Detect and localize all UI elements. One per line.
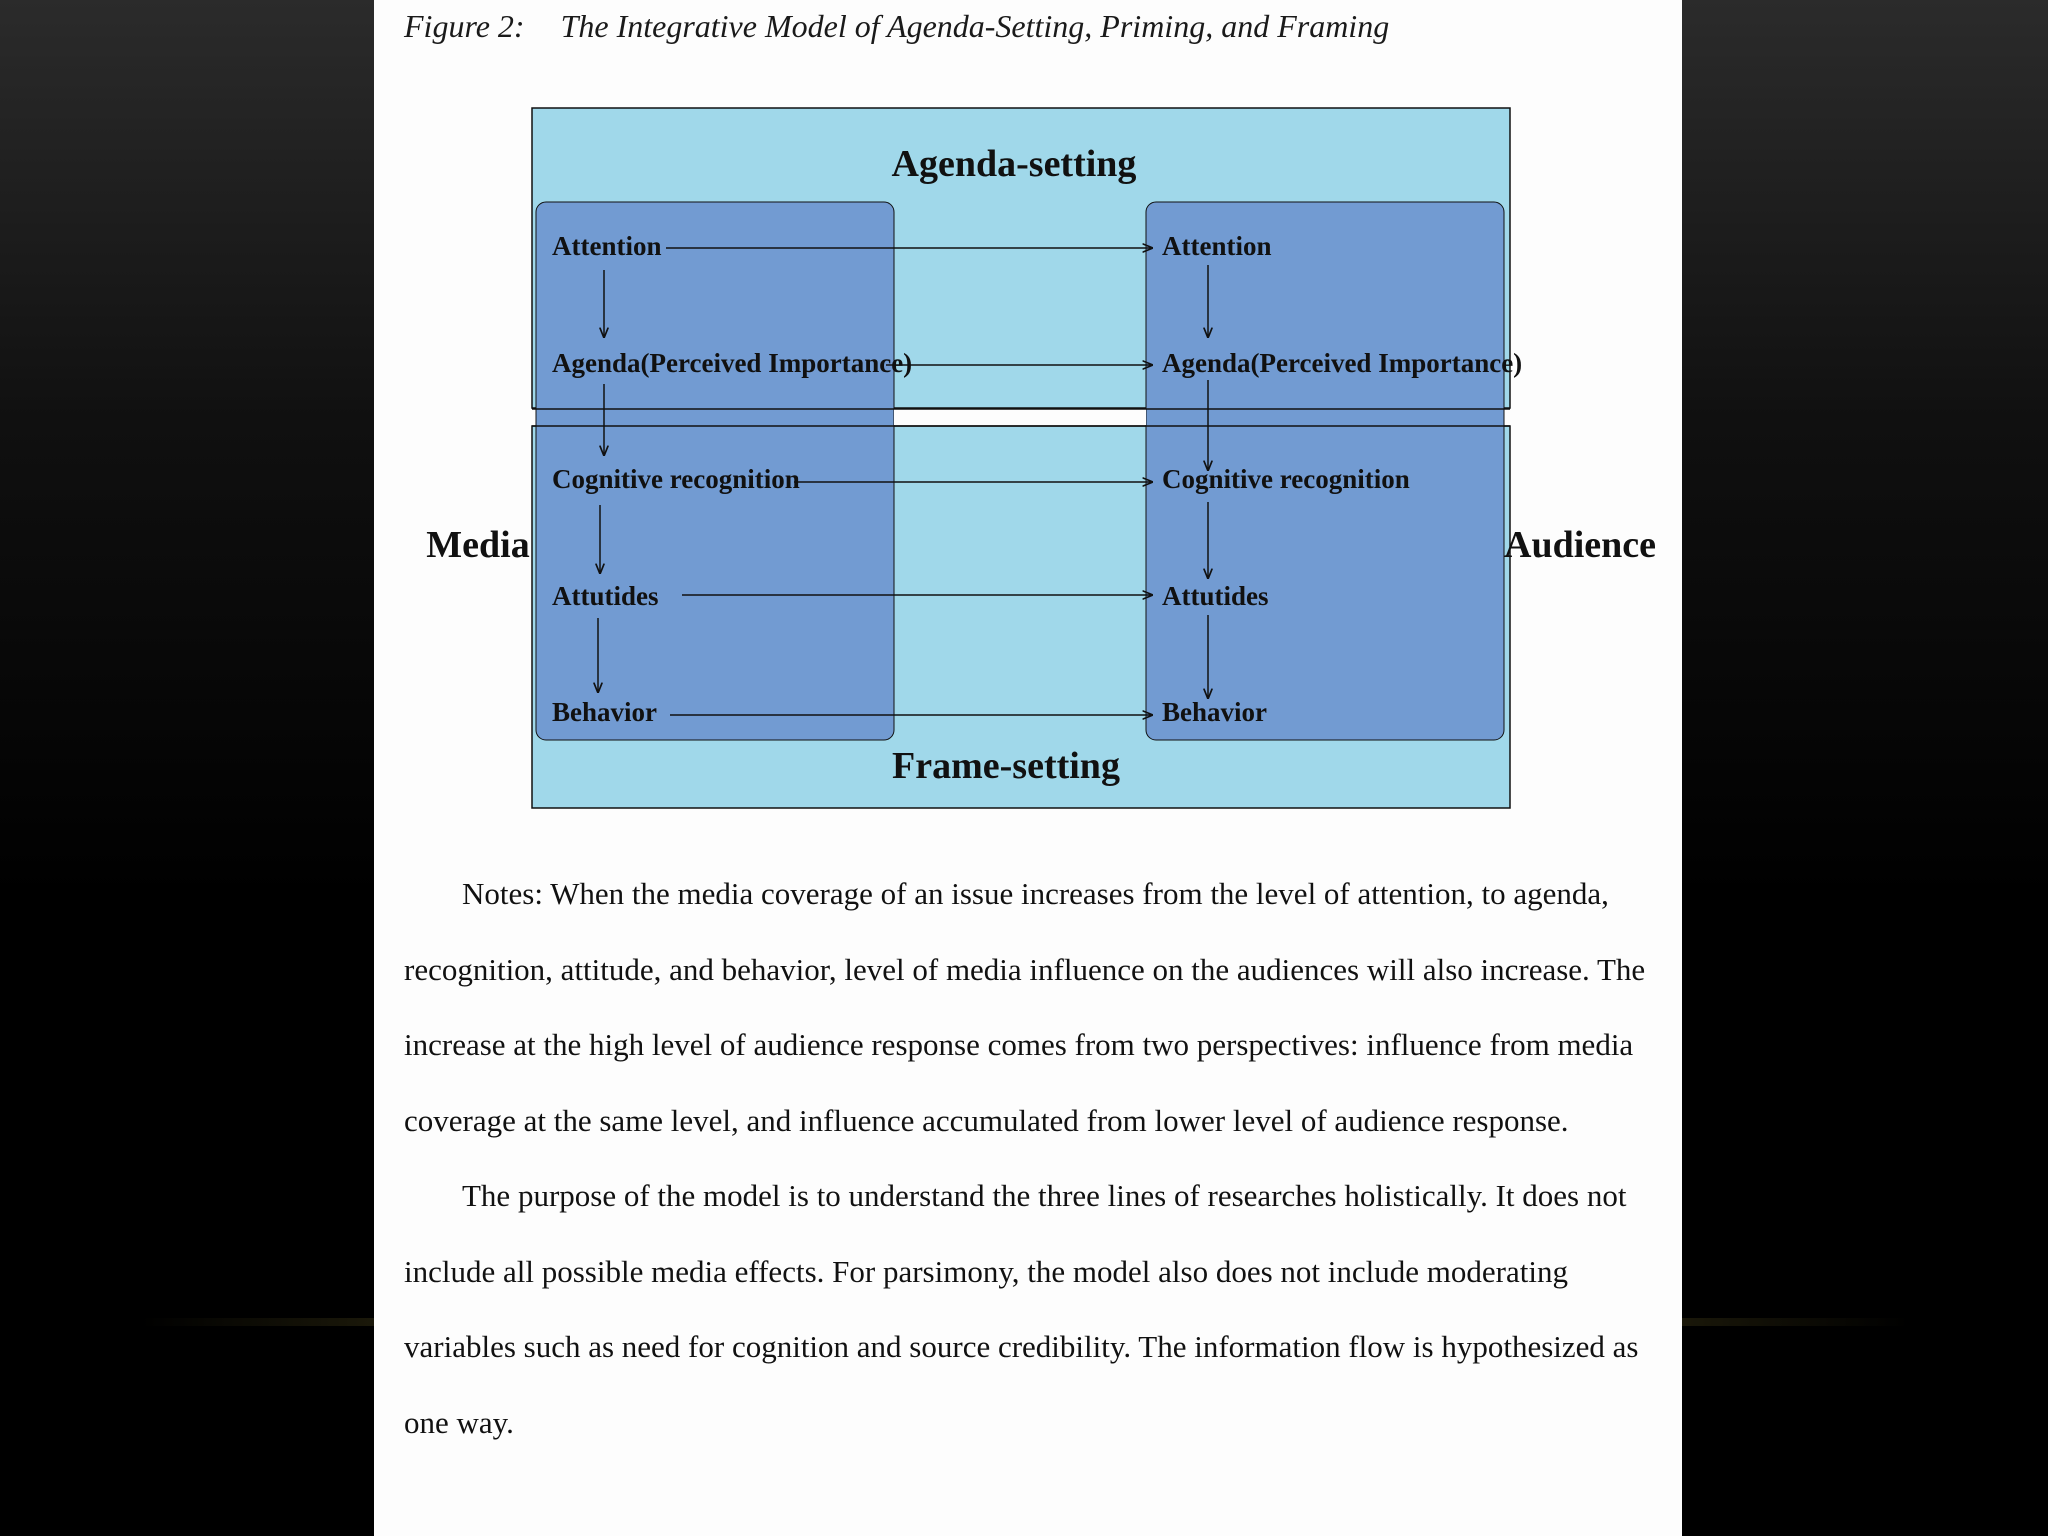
media-label: Media: [426, 524, 530, 566]
notes-paragraph: The purpose of the model is to understand the three lines of researches holistically. It does not include all possible media effects. For parsimony, the model also does not include moderating variables such as need for cognition and source credibility. The information flow is hypothesized as one way.: [404, 1178, 1639, 1440]
agenda-setting-label: Agenda-setting: [891, 143, 1137, 185]
audience-behavior-label: Behavior: [1162, 697, 1267, 727]
media-behavior-label: Behavior: [552, 697, 657, 727]
audience-agenda-label: Agenda(Perceived Importance): [1162, 348, 1523, 378]
figure-number: Figure 2:: [404, 8, 525, 44]
document-page: [374, 0, 1682, 1536]
figure-title: The Integrative Model of Agenda-Setting, Priming, and Framing: [560, 8, 1390, 44]
section-gap: [894, 409, 1146, 425]
notes-paragraph: Notes: When the media coverage of an issue increases from the level of attention, to agenda, recognition, attitude, and behavior, level of media influence on the audiences will also increase. The increase at the high level of audience response comes from two perspectives: influence from media coverage at the same level, and influence accumulated from lower level of audience response.: [404, 876, 1646, 1138]
frame-setting-label: Frame-setting: [892, 745, 1120, 787]
audience-attitudes-label: Attutides: [1162, 581, 1269, 611]
integrative-model-diagram: [374, 0, 1682, 840]
media-agenda-label: Agenda(Perceived Importance): [552, 348, 913, 378]
media-cognitive-recognition-label: Cognitive recognition: [552, 464, 800, 494]
media-attention-label: Attention: [552, 231, 662, 261]
audience-attention-label: Attention: [1162, 231, 1272, 261]
audience-label: Audience: [1504, 524, 1656, 566]
audience-cognitive-recognition-label: Cognitive recognition: [1162, 464, 1410, 494]
media-attitudes-label: Attutides: [552, 581, 659, 611]
notes-section: [404, 856, 1676, 1460]
